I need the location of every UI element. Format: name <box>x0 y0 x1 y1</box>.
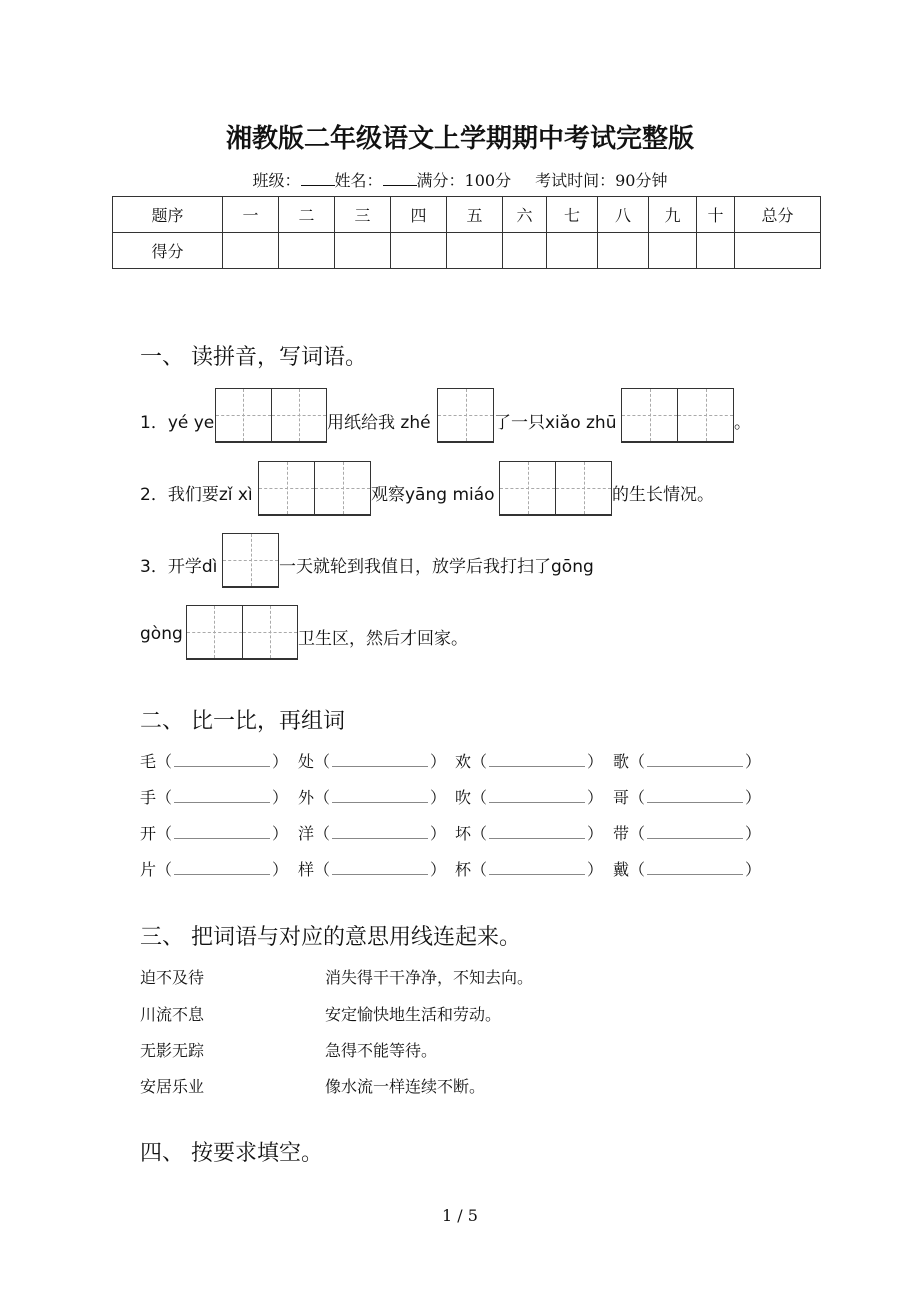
score-header-cell: 七 <box>547 197 598 233</box>
section1-heading: 一、 读拼音，写词语。 <box>140 345 367 370</box>
close-paren: ） <box>745 860 762 879</box>
compare-char: 歌 <box>613 752 630 771</box>
match-meaning[interactable]: 像水流一样连续不断。 <box>325 1077 486 1096</box>
answer-blank[interactable] <box>647 788 743 803</box>
compare-char: 开 <box>140 824 157 843</box>
writing-box[interactable] <box>499 461 612 516</box>
score-cell[interactable] <box>279 233 335 269</box>
answer-blank[interactable] <box>332 860 428 875</box>
score-header-cell: 十 <box>697 197 735 233</box>
compare-item <box>298 749 446 772</box>
score-header-cell: 题序 <box>113 197 223 233</box>
score-header-row <box>113 197 821 233</box>
l1-text-2: 用纸给我 zhé <box>327 413 431 433</box>
compare-item <box>613 785 761 808</box>
open-paren: （ <box>471 752 488 771</box>
compare-item <box>613 749 761 772</box>
score-cell[interactable] <box>503 233 547 269</box>
compare-char: 吹 <box>455 788 472 807</box>
compare-item <box>140 785 288 808</box>
compare-char: 样 <box>298 860 315 879</box>
section4-heading: 四、 按要求填空。 <box>140 1141 323 1166</box>
score-header-cell: 八 <box>598 197 649 233</box>
close-paren: ） <box>745 788 762 807</box>
compare-item <box>140 749 288 772</box>
writing-box[interactable] <box>215 388 327 443</box>
answer-blank[interactable] <box>174 860 270 875</box>
close-paren: ） <box>745 752 762 771</box>
score-cell[interactable] <box>697 233 735 269</box>
score-cell[interactable] <box>335 233 391 269</box>
writing-box[interactable] <box>186 605 298 660</box>
open-paren: （ <box>471 824 488 843</box>
score-header-cell: 总分 <box>735 197 821 233</box>
writing-box[interactable] <box>437 388 494 443</box>
full-score: 满分：100分 <box>416 171 512 190</box>
match-word[interactable]: 安居乐业 <box>140 1077 205 1096</box>
l2-text-2: 观察yāng miáo <box>371 485 495 505</box>
close-paren: ） <box>272 788 289 807</box>
score-header-cell: 四 <box>391 197 447 233</box>
answer-blank[interactable] <box>647 752 743 767</box>
close-paren: ） <box>587 824 604 843</box>
compare-item <box>298 857 446 880</box>
l1-text-1: 1．yé ye <box>140 413 215 433</box>
close-paren: ） <box>430 752 447 771</box>
answer-blank[interactable] <box>489 824 585 839</box>
name-blank[interactable] <box>383 171 417 186</box>
open-paren: （ <box>471 860 488 879</box>
close-paren: ） <box>430 860 447 879</box>
compare-char: 手 <box>140 788 157 807</box>
class-blank[interactable] <box>301 171 335 186</box>
section2-heading: 二、 比一比，再组词 <box>140 709 345 734</box>
page-number: 1 / 5 <box>442 1206 478 1225</box>
close-paren: ） <box>272 860 289 879</box>
score-header-cell: 二 <box>279 197 335 233</box>
l1-text-3: 了一只xiǎo zhū <box>494 413 617 433</box>
compare-item <box>298 821 446 844</box>
answer-blank[interactable] <box>332 788 428 803</box>
l4-text-1: gòng <box>140 624 183 644</box>
open-paren: （ <box>629 788 646 807</box>
score-header-cell: 五 <box>447 197 503 233</box>
match-word[interactable]: 迫不及待 <box>140 968 205 987</box>
score-cell[interactable] <box>598 233 649 269</box>
open-paren: （ <box>314 824 331 843</box>
exam-info <box>0 168 920 191</box>
score-header-cell: 九 <box>649 197 697 233</box>
compare-item <box>455 749 603 772</box>
compare-char: 处 <box>298 752 315 771</box>
score-cell[interactable] <box>223 233 279 269</box>
close-paren: ） <box>272 752 289 771</box>
l3-text-2: 一天就轮到我值日，放学后我打扫了gōng <box>279 557 594 577</box>
answer-blank[interactable] <box>332 824 428 839</box>
l4-text-2: 卫生区，然后才回家。 <box>298 629 468 649</box>
compare-item <box>455 785 603 808</box>
match-meaning[interactable]: 安定愉快地生活和劳动。 <box>325 1005 502 1024</box>
open-paren: （ <box>156 824 173 843</box>
match-meaning[interactable]: 消失得干干净净，不知去向。 <box>325 968 534 987</box>
name-label: 姓名： <box>334 171 383 190</box>
score-row-label: 得分 <box>113 233 223 269</box>
answer-blank[interactable] <box>174 824 270 839</box>
close-paren: ） <box>430 788 447 807</box>
close-paren: ） <box>745 824 762 843</box>
close-paren: ） <box>587 788 604 807</box>
open-paren: （ <box>629 860 646 879</box>
compare-char: 洋 <box>298 824 315 843</box>
score-cell[interactable] <box>547 233 598 269</box>
compare-char: 外 <box>298 788 315 807</box>
l2-text-3: 的生长情况。 <box>612 485 714 505</box>
close-paren: ） <box>587 860 604 879</box>
compare-item <box>613 857 761 880</box>
close-paren: ） <box>430 824 447 843</box>
compare-char: 片 <box>140 860 157 879</box>
score-cell[interactable] <box>649 233 697 269</box>
open-paren: （ <box>314 788 331 807</box>
answer-blank[interactable] <box>489 752 585 767</box>
page-title: 湘教版二年级语文上学期期中考试完整版 <box>225 124 694 154</box>
compare-char: 戴 <box>613 860 630 879</box>
writing-box[interactable] <box>621 388 734 443</box>
open-paren: （ <box>156 752 173 771</box>
score-row <box>113 233 821 269</box>
answer-blank[interactable] <box>174 788 270 803</box>
answer-blank[interactable] <box>647 860 743 875</box>
compare-item <box>140 857 288 880</box>
compare-item <box>455 857 603 880</box>
score-cell[interactable] <box>735 233 821 269</box>
answer-blank[interactable] <box>647 824 743 839</box>
compare-item <box>455 821 603 844</box>
open-paren: （ <box>629 752 646 771</box>
match-meaning[interactable]: 急得不能等待。 <box>325 1041 438 1060</box>
score-header-cell: 六 <box>503 197 547 233</box>
score-header-cell: 三 <box>335 197 391 233</box>
compare-item <box>140 821 288 844</box>
open-paren: （ <box>314 752 331 771</box>
compare-char: 毛 <box>140 752 157 771</box>
open-paren: （ <box>314 860 331 879</box>
compare-item <box>613 821 761 844</box>
compare-char: 带 <box>613 824 630 843</box>
class-label: 班级： <box>252 171 301 190</box>
writing-box[interactable] <box>258 461 371 516</box>
exam-time: 考试时间：90分钟 <box>535 171 668 190</box>
open-paren: （ <box>629 824 646 843</box>
score-table <box>112 196 821 269</box>
score-header-cell: 一 <box>223 197 279 233</box>
match-word[interactable]: 川流不息 <box>140 1005 205 1024</box>
score-cell[interactable] <box>447 233 503 269</box>
compare-char: 杯 <box>455 860 472 879</box>
close-paren: ） <box>587 752 604 771</box>
match-word[interactable]: 无影无踪 <box>140 1041 205 1060</box>
writing-box[interactable] <box>222 533 279 588</box>
open-paren: （ <box>156 788 173 807</box>
compare-char: 欢 <box>455 752 472 771</box>
l1-text-4: 。 <box>734 413 751 433</box>
l3-text-1: 3．开学dì <box>140 557 218 577</box>
open-paren: （ <box>471 788 488 807</box>
answer-blank[interactable] <box>489 788 585 803</box>
answer-blank[interactable] <box>489 860 585 875</box>
l2-text-1: 2．我们要zǐ xì <box>140 485 253 505</box>
section3-heading: 三、 把词语与对应的意思用线连起来。 <box>140 925 521 950</box>
compare-char: 坏 <box>455 824 472 843</box>
answer-blank[interactable] <box>174 752 270 767</box>
compare-char: 哥 <box>613 788 630 807</box>
score-cell[interactable] <box>391 233 447 269</box>
open-paren: （ <box>156 860 173 879</box>
close-paren: ） <box>272 824 289 843</box>
compare-item <box>298 785 446 808</box>
answer-blank[interactable] <box>332 752 428 767</box>
